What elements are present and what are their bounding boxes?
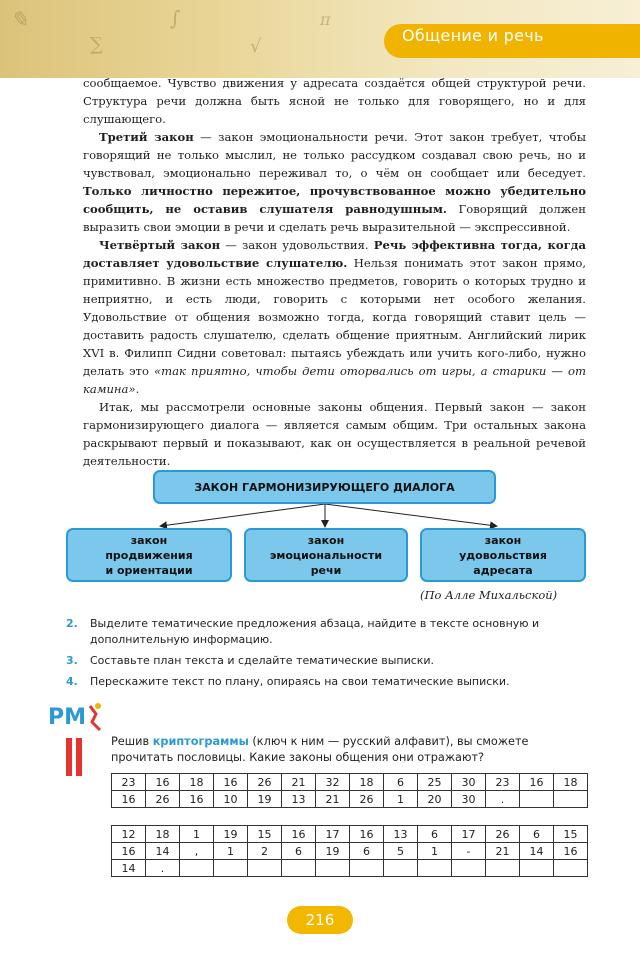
cryptogram-intro xyxy=(111,734,591,766)
table-cell: 18 xyxy=(146,826,180,843)
table-cell: 12 xyxy=(112,826,146,843)
table-cell: 32 xyxy=(316,774,350,791)
box-line: удовольствия xyxy=(459,548,547,562)
box-line: закон xyxy=(307,533,345,547)
table-cell xyxy=(316,860,350,877)
table-cell: 26 xyxy=(486,826,520,843)
table-cell: 6 xyxy=(520,826,554,843)
table-cell: 26 xyxy=(248,774,282,791)
box-line: и ориентации xyxy=(105,563,193,577)
table-cell xyxy=(282,860,316,877)
table-cell: 18 xyxy=(180,774,214,791)
table-row xyxy=(112,774,588,791)
table-cell: 26 xyxy=(350,791,384,808)
text-span: Нельзя понимать этот закон прямо, примитивно. В жизни есть множество предметов, говорить о которых трудно и неприятно, и есть люди, говорить с которыми нет особого желания. Удовольствие от общения возможно тогда, когда говорящий ставит цель — доставить радость слушателю, сделать общение приятным. Английский лирик XVI в. Филипп Сидни советовал: пытаясь убеждать или учить кого-либо, нужно делать это xyxy=(83,256,586,378)
table-cell: 15 xyxy=(248,826,282,843)
table-cell: 30 xyxy=(452,774,486,791)
term-fourth-law: Четвёртый закон xyxy=(99,238,221,252)
table-cell: 16 xyxy=(214,774,248,791)
table-cell: 19 xyxy=(248,791,282,808)
table-cell: 25 xyxy=(418,774,452,791)
text-span: (ключ к ним — русский алфавит), вы сможете прочитать пословицы. Какие законы общения они отражают? xyxy=(111,735,529,764)
table-cell: 16 xyxy=(350,826,384,843)
table-cell: . xyxy=(146,860,180,877)
task-number: 4. xyxy=(66,675,78,688)
decor-scribble: ∑ xyxy=(90,34,103,55)
table-row xyxy=(112,791,588,808)
table-cell: 30 xyxy=(452,791,486,808)
task-item xyxy=(66,616,586,648)
emphasis: Речь эффективна тогда, когда доставляет удовольствие слушателю. xyxy=(83,238,586,270)
table-cell: - xyxy=(452,843,486,860)
table-cell: 14 xyxy=(520,843,554,860)
table-cell: 18 xyxy=(554,774,588,791)
table-cell xyxy=(520,860,554,877)
paragraph-4: Итак, мы рассмотрели основные законы общения. Первый закон — закон гармонизирующего диалога — является самым общим. Три остальных закона раскрывают первый и показывают, как он осуществляется в реальной речевой деятельности. xyxy=(83,400,586,468)
arrow-left xyxy=(161,504,325,526)
task-item xyxy=(66,653,586,669)
table-cell: 6 xyxy=(282,843,316,860)
page-number: 216 xyxy=(287,906,353,934)
task-text: Выделите тематические предложения абзаца, найдите в тексте основную и дополнительную информацию. xyxy=(90,617,540,646)
diagram-box-middle xyxy=(244,528,408,582)
table-cell xyxy=(486,860,520,877)
table-cell xyxy=(520,791,554,808)
table-cell: 5 xyxy=(384,843,418,860)
box-line: эмоциональности xyxy=(269,548,383,562)
table-cell: 17 xyxy=(316,826,350,843)
table-cell: 17 xyxy=(452,826,486,843)
table-cell: 6 xyxy=(384,774,418,791)
table-cell: 6 xyxy=(350,843,384,860)
cryptogram-table-2 xyxy=(111,825,588,877)
table-cell: 1 xyxy=(418,843,452,860)
table-cell: 23 xyxy=(112,774,146,791)
table-cell: 13 xyxy=(384,826,418,843)
table-cell: 21 xyxy=(282,774,316,791)
table-cell xyxy=(554,860,588,877)
box-line: закон xyxy=(130,533,168,547)
box-line: продвижения xyxy=(105,548,193,562)
task-list xyxy=(66,616,586,695)
table-cell: 14 xyxy=(146,843,180,860)
task-text: Составьте план текста и сделайте тематические выписки. xyxy=(90,654,435,667)
emphasis: Только личностно пережитое, прочувствованное можно убедительно сообщить, не оставив слушателя равнодушным. xyxy=(83,184,586,216)
diagram-top-box: ЗАКОН ГАРМОНИЗИРУЮЩЕГО ДИАЛОГА xyxy=(153,470,496,504)
text-span: — закон эмоциональности речи. Этот закон требует, чтобы говорящий не только мыслил, не только рассудком создавал свою речь, но и чувствовал, эмоционально переживал то, о чём он сообщает или беседует. xyxy=(83,130,587,180)
table-cell: 26 xyxy=(146,791,180,808)
table-cell: 15 xyxy=(554,826,588,843)
diagram-caption: (По Алле Михальской) xyxy=(420,588,558,602)
table-cell: 18 xyxy=(350,774,384,791)
rm-logo-icon xyxy=(46,700,106,734)
table-cell xyxy=(180,860,214,877)
task-number: 2. xyxy=(66,617,78,630)
table-cell xyxy=(248,860,282,877)
paragraph-1: сообщаемое. Чувство движения у адресата создаётся общей структурой речи. Структура речи должна быть ясной не только для говорящего, но и для слушающего. xyxy=(83,76,586,126)
table-row xyxy=(112,826,588,843)
decor-scribble: ✎ xyxy=(10,8,29,33)
task-text: Перескажите текст по плану, опираясь на свои тематические выписки. xyxy=(90,675,510,688)
decor-scribble: √ xyxy=(250,36,262,57)
paragraph-3 xyxy=(83,236,586,398)
table-cell xyxy=(418,860,452,877)
text-span: — закон удовольствия. xyxy=(220,238,374,252)
box-line: закон xyxy=(484,533,522,547)
table-cell: 16 xyxy=(180,791,214,808)
table-cell: 21 xyxy=(486,843,520,860)
table-cell: 1 xyxy=(384,791,418,808)
table-cell: 1 xyxy=(214,843,248,860)
table-cell: , xyxy=(180,843,214,860)
table-cell: 10 xyxy=(214,791,248,808)
table-cell: 16 xyxy=(146,774,180,791)
task-number: 3. xyxy=(66,654,78,667)
table-cell: 13 xyxy=(282,791,316,808)
table-cell: 16 xyxy=(520,774,554,791)
task-item xyxy=(66,674,586,690)
box-line: речи xyxy=(310,563,342,577)
decor-scribble: ∫ xyxy=(170,6,181,30)
quote: «так приятно, чтобы дети оторвались от игры, а старики — от камина» xyxy=(83,364,586,396)
section-marker xyxy=(66,738,86,776)
keyword: криптограммы xyxy=(152,735,249,748)
text-span: Решив xyxy=(111,735,153,748)
cryptogram-table-1 xyxy=(111,773,588,808)
diagram-box-left xyxy=(66,528,232,582)
table-cell: 19 xyxy=(316,843,350,860)
table-cell: 6 xyxy=(418,826,452,843)
table-cell xyxy=(214,860,248,877)
table-cell: 16 xyxy=(112,843,146,860)
term-third-law: Третий закон xyxy=(99,130,194,144)
table-cell: 14 xyxy=(112,860,146,877)
box-line: адресата xyxy=(473,563,533,577)
table-cell xyxy=(554,791,588,808)
table-cell: 16 xyxy=(112,791,146,808)
table-row xyxy=(112,860,588,877)
table-cell: 1 xyxy=(180,826,214,843)
main-text xyxy=(83,74,586,470)
diagram-box-right xyxy=(420,528,586,582)
table-cell: 23 xyxy=(486,774,520,791)
table-cell: 16 xyxy=(554,843,588,860)
table-cell: 2 xyxy=(248,843,282,860)
table-cell xyxy=(452,860,486,877)
table-cell: 21 xyxy=(316,791,350,808)
decor-scribble: π xyxy=(320,10,331,29)
text-span: . xyxy=(135,382,140,396)
table-cell: . xyxy=(486,791,520,808)
table-cell: 16 xyxy=(282,826,316,843)
table-cell: 19 xyxy=(214,826,248,843)
table-cell xyxy=(384,860,418,877)
section-title: Общение и речь xyxy=(402,26,544,45)
logo-text: РМ xyxy=(48,705,87,730)
table-row xyxy=(112,843,588,860)
table-cell xyxy=(350,860,384,877)
paragraph-2 xyxy=(83,128,586,236)
text-span: Говорящий должен выразить свои эмоции в речи и сделать речь выразительной — экспрессивной. xyxy=(83,202,586,234)
arrow-right xyxy=(325,504,496,526)
table-cell: 20 xyxy=(418,791,452,808)
